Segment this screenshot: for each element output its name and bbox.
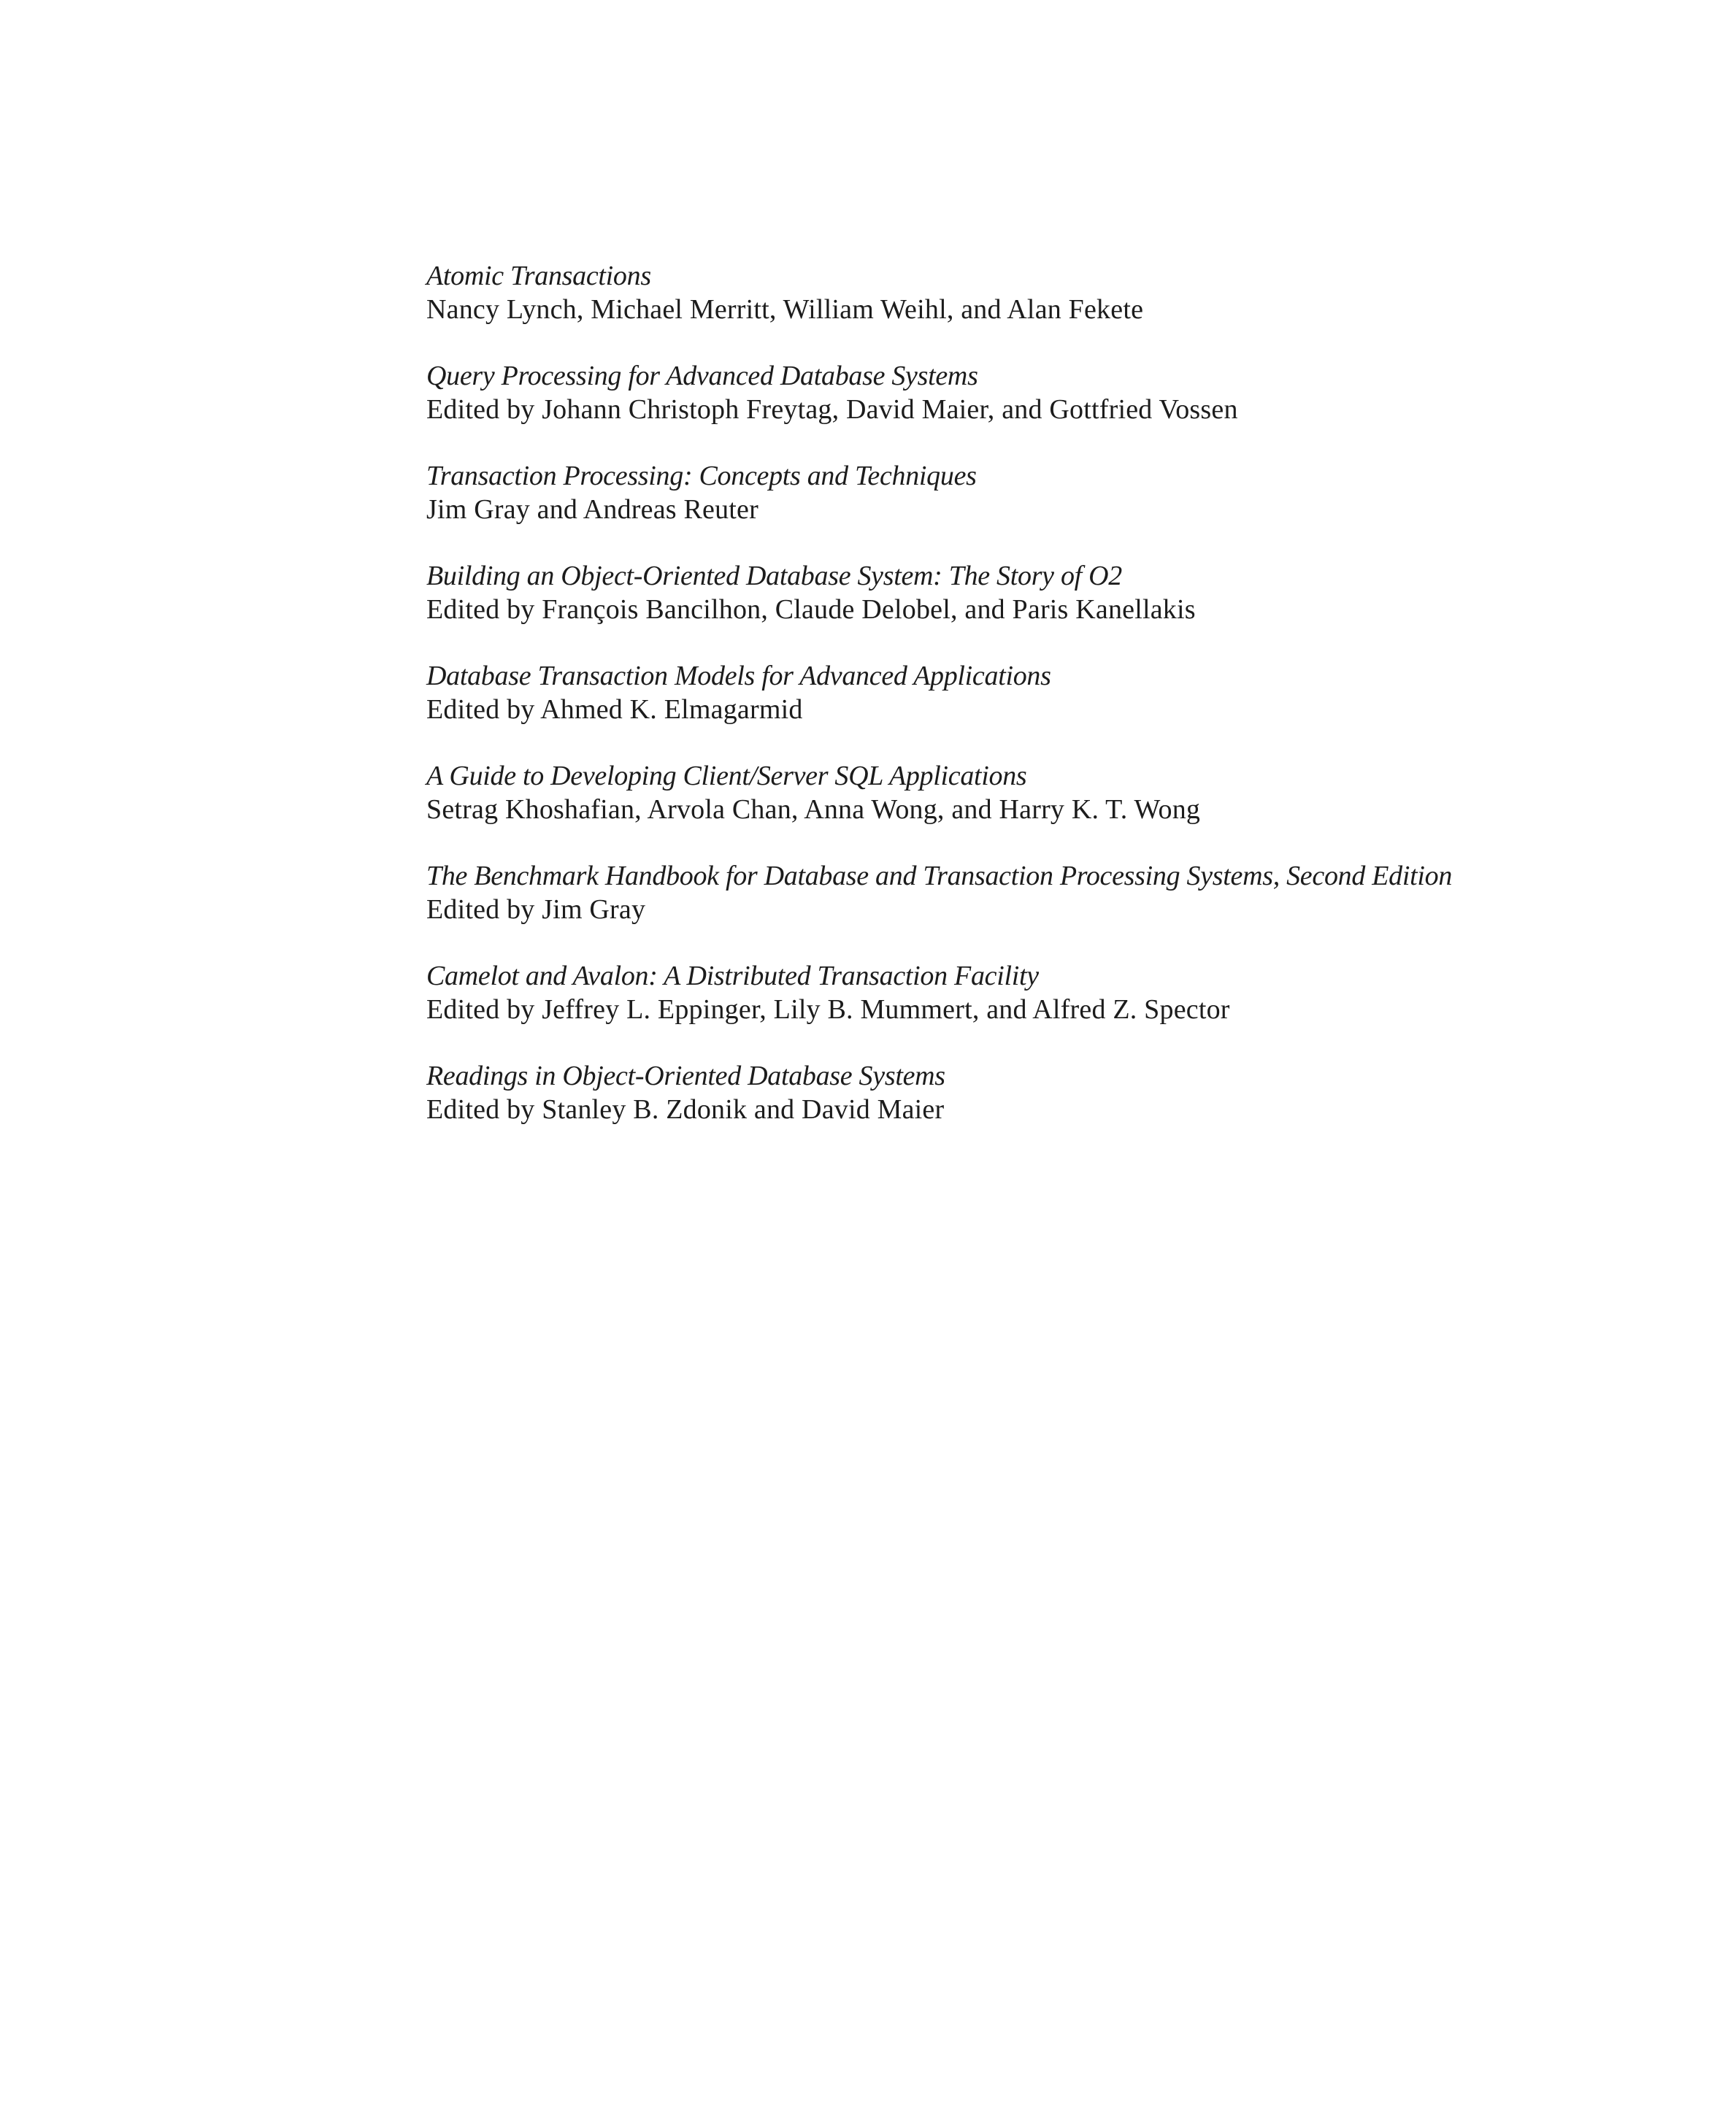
book-title: Transaction Processing: Concepts and Techniques [426,461,977,491]
book-authors: Nancy Lynch, Michael Merritt, William Weihl, and Alan Fekete [426,294,1144,325]
book-title: Camelot and Avalon: A Distributed Transaction Facility [426,961,1039,991]
book-title: Building an Object-Oriented Database System: The Story of O2 [426,561,1122,591]
book-title: The Benchmark Handbook for Database and Transaction Processing Systems, Second Edition [426,861,1453,891]
list-item [426,459,1682,559]
list-item [426,859,1682,959]
list-item [426,959,1682,1059]
book-authors: Edited by Ahmed K. Elmagarmid [426,694,803,725]
book-authors: Edited by Johann Christoph Freytag, David Maier, and Gottfried Vossen [426,394,1238,425]
book-authors: Jim Gray and Andreas Reuter [426,494,758,525]
book-title: A Guide to Developing Client/Server SQL Applications [426,761,1027,791]
book-title: Database Transaction Models for Advanced Applications [426,661,1051,691]
book-title: Atomic Transactions [426,261,651,291]
book-authors: Setrag Khoshafian, Arvola Chan, Anna Wong, and Harry K. T. Wong [426,794,1201,825]
book-authors: Edited by Stanley B. Zdonik and David Maier [426,1094,945,1125]
book-authors: Edited by Jeffrey L. Eppinger, Lily B. Mummert, and Alfred Z. Spector [426,994,1230,1025]
list-item [426,759,1682,859]
list-item [426,259,1682,359]
list-item [426,1059,1682,1159]
list-item [426,659,1682,759]
book-series-list [426,259,1682,1159]
book-authors: Edited by François Bancilhon, Claude Delobel, and Paris Kanellakis [426,594,1196,625]
list-item [426,359,1682,459]
book-title: Query Processing for Advanced Database Systems [426,361,978,391]
list-item [426,559,1682,659]
book-title: Readings in Object-Oriented Database Systems [426,1061,945,1091]
book-authors: Edited by Jim Gray [426,894,646,925]
